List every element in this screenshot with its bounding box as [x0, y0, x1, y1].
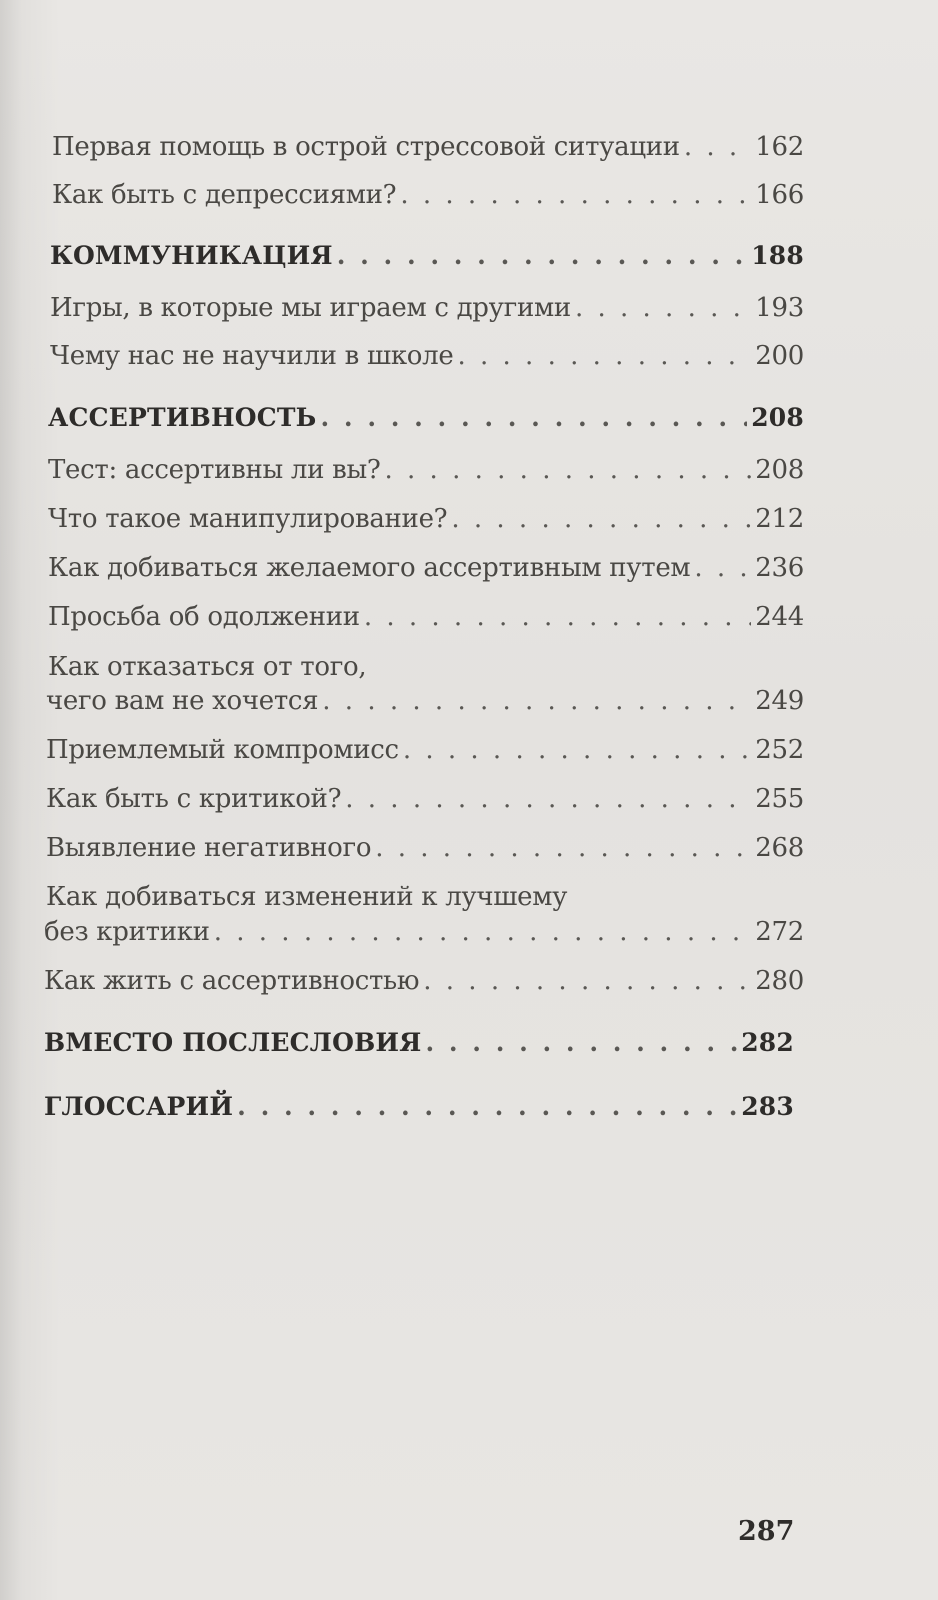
dot-leader [400, 180, 751, 210]
toc-entry-page: 208 [755, 455, 804, 485]
toc-entry [44, 917, 804, 947]
toc-section-page: 208 [751, 403, 804, 432]
toc-entry-title: чего вам не хочется [46, 686, 319, 716]
dot-leader [694, 553, 751, 583]
toc-section-page: 283 [741, 1092, 794, 1121]
dot-leader [214, 917, 752, 947]
toc-entry-page: 272 [755, 917, 804, 947]
toc-entry [46, 735, 804, 765]
toc-entry [50, 293, 804, 323]
toc-entry-page: 193 [755, 293, 804, 323]
toc-entry [48, 602, 804, 632]
dot-leader [575, 293, 751, 323]
dot-leader [364, 602, 751, 632]
toc-entry-title: Как жить с ассертивностью [44, 966, 420, 996]
toc-entry-page: 166 [755, 180, 804, 210]
toc-entry [50, 341, 804, 371]
toc-entry [46, 833, 804, 863]
toc-section [44, 1028, 794, 1058]
toc-entry-page: 200 [755, 341, 804, 371]
toc-entry-title-line1: Как добиваться изменений к лучшему [46, 882, 568, 912]
toc-section-title: КОММУНИКАЦИЯ [50, 241, 333, 270]
toc-section-page: 188 [751, 241, 804, 270]
table-of-contents [44, 0, 804, 1600]
toc-entry-title: Приемлемый компромисс [46, 735, 399, 765]
toc-section [44, 1092, 794, 1122]
toc-entry-title: Что такое манипулирование? [48, 504, 448, 534]
toc-entry [48, 504, 804, 534]
dot-leader [322, 686, 751, 716]
toc-entry [46, 686, 804, 716]
toc-section [48, 403, 804, 433]
toc-entry [44, 966, 804, 996]
toc-entry-title: Игры, в которые мы играем с другими [50, 293, 571, 323]
toc-entry-title: Просьба об одолжении [48, 602, 360, 632]
dot-leader [375, 833, 751, 863]
toc-entry [46, 784, 804, 814]
dot-leader [337, 241, 747, 271]
toc-entry-title: Первая помощь в острой стрессовой ситуации [52, 132, 680, 162]
toc-entry-page: 236 [755, 553, 804, 583]
toc-entry-page: 249 [755, 686, 804, 716]
toc-entry-title: Как добиваться желаемого ассертивным путем [48, 553, 691, 583]
toc-entry [48, 553, 804, 583]
toc-entry-title-line1: Как отказаться от того, [48, 652, 367, 682]
dot-leader [321, 403, 748, 433]
toc-entry-page: 252 [755, 735, 804, 765]
dot-leader [237, 1092, 737, 1122]
toc-entry-page: 162 [755, 132, 804, 162]
toc-entry-page: 255 [755, 784, 804, 814]
toc-entry [52, 180, 804, 210]
toc-section-title: ВМЕСТО ПОСЛЕСЛОВИЯ [44, 1028, 422, 1057]
toc-entry [48, 455, 804, 485]
toc-entry-title: без критики [44, 917, 210, 947]
dot-leader [384, 455, 751, 485]
toc-entry-page: 212 [755, 504, 804, 534]
dot-leader [457, 341, 751, 371]
toc-entry-page: 244 [755, 602, 804, 632]
dot-leader [425, 1028, 737, 1058]
toc-entry-title: Как быть с критикой? [46, 784, 342, 814]
toc-entry-page: 280 [755, 966, 804, 996]
toc-entry-title: Тест: ассертивны ли вы? [48, 455, 381, 485]
toc-entry-title: Выявление негативного [46, 833, 372, 863]
toc-section-title: АССЕРТИВНОСТЬ [48, 403, 317, 432]
dot-leader [684, 132, 751, 162]
dot-leader [345, 784, 751, 814]
dot-leader [403, 735, 751, 765]
page-number: 287 [738, 1516, 795, 1547]
dot-leader [451, 504, 751, 534]
toc-entry-page: 268 [755, 833, 804, 863]
toc-section-page: 282 [741, 1028, 794, 1057]
toc-entry [52, 132, 804, 162]
dot-leader [423, 966, 751, 996]
toc-entry-title: Чему нас не научили в школе [50, 341, 454, 371]
toc-section-title: ГЛОССАРИЙ [44, 1092, 234, 1121]
toc-section [50, 241, 804, 271]
toc-entry-title: Как быть с депрессиями? [52, 180, 397, 210]
